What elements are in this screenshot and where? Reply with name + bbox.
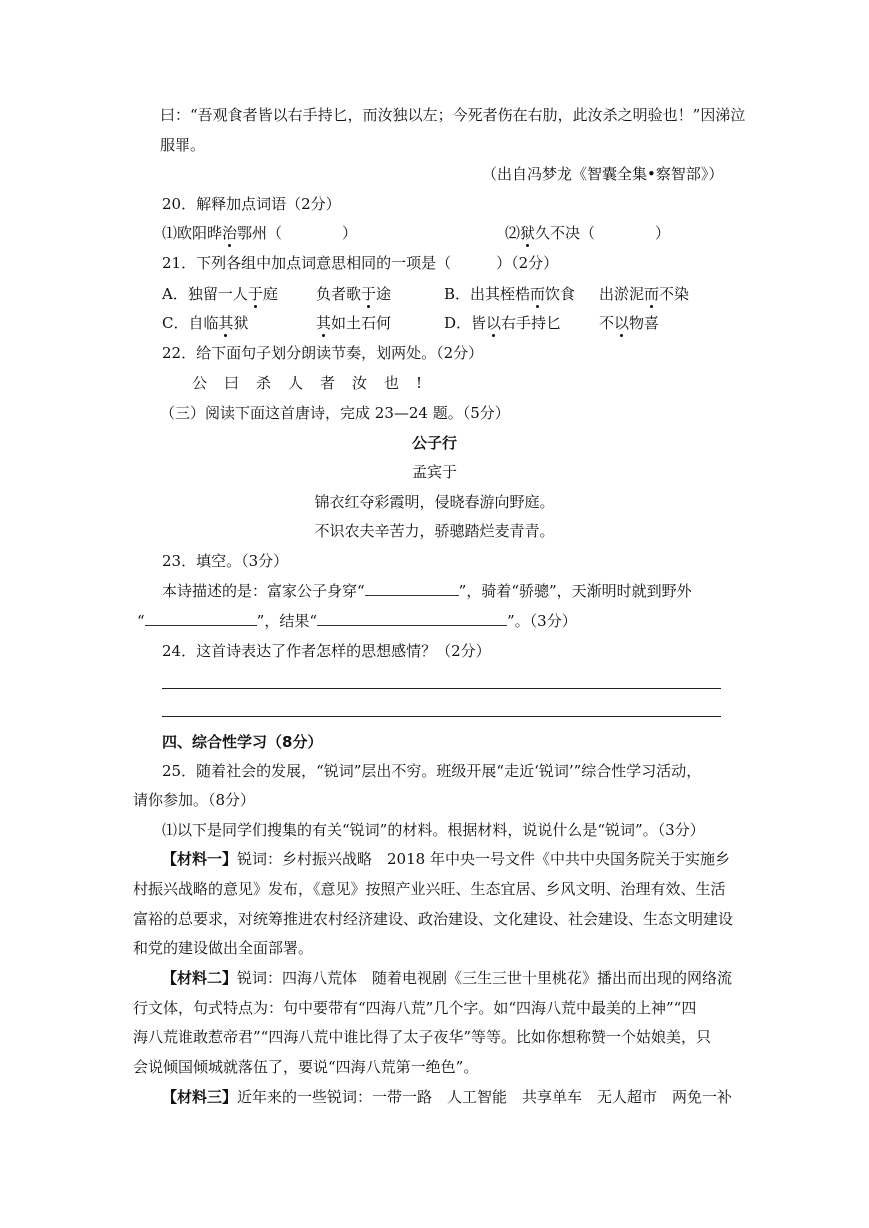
question-20-item-2 (505, 223, 670, 243)
question-23-stem: 23．填空。（3分） (162, 552, 289, 570)
poem-author: 孟宾于 (411, 463, 457, 481)
material-1-line: 和党的建设做出全面部署。 (133, 939, 314, 957)
question-20-stem: 20．解释加点词语（2分） (162, 195, 341, 213)
material-label: 【材料一】 (162, 850, 238, 868)
material-label: 【材料二】 (162, 969, 238, 987)
question-25-line: 请你参加。（8分） (133, 791, 256, 809)
option-text: A．独留一人 (162, 285, 248, 303)
option-text: 不染 (659, 285, 690, 303)
option-text: B．出其桎梏 (444, 285, 531, 303)
material-1-line (162, 849, 730, 869)
option-b-second (599, 284, 689, 304)
passage-line: 服罪。 (160, 136, 206, 154)
option-a-first (162, 284, 278, 304)
question-22-sentence: 公曰杀人者汝也! (192, 374, 440, 392)
dotted-word: 于 (361, 285, 377, 303)
dotted-word: 以 (614, 314, 630, 332)
dotted-word: 狱 (520, 224, 536, 242)
option-text: 狱 (233, 314, 249, 332)
dotted-word: 而 (530, 285, 546, 303)
passage-source: （出自冯梦龙《智囊全集•察智部》） (482, 165, 724, 183)
question-23-line-2 (137, 611, 577, 631)
material-1-line: 富裕的总要求，对统筹推进农村经济建设、政治建设、文化建设、社会建设、生态文明建设 (133, 910, 734, 928)
material-1-line: 村振兴战略的意见》发布，《意见》按照产业兴旺、生态宜居、乡风文明、治理有效、生活 (133, 880, 726, 898)
option-text: D．皆 (444, 314, 487, 332)
material-3-line (162, 1087, 732, 1107)
question-24-stem: 24．这首诗表达了作者怎样的思想感情？（2分） (162, 642, 491, 660)
material-2-line (162, 968, 732, 988)
poem-title: 公子行 (411, 434, 457, 452)
answer-blank[interactable] (145, 611, 257, 626)
material-text: 锐词：乡村振兴战略 2018 年中央一号文件《中共中央国务院关于实施乡 (237, 850, 730, 868)
section-4-heading: 四、综合性学习（8分） (162, 733, 323, 751)
option-d-first (444, 313, 561, 333)
option-d-second (599, 313, 659, 333)
fill-text: “ (137, 612, 145, 630)
question-21-stem: 21．下列各组中加点词意思相同的一项是（ ）（2分） (162, 254, 559, 272)
fill-text: ”，骑着“骄骢”，天渐明时就到野外 (458, 582, 692, 600)
question-22-stem: 22．给下面句子划分朗读节奏，划两处。（2分） (162, 344, 484, 362)
material-label: 【材料三】 (162, 1088, 238, 1106)
option-text: 出淤泥 (599, 285, 645, 303)
fill-text: ”。（3分） (507, 612, 577, 630)
option-c-first (162, 313, 249, 333)
question-23-line-1 (162, 581, 692, 601)
dotted-word: 于 (247, 285, 263, 303)
option-text: 负者歌 (316, 285, 362, 303)
material-2-line: 会说倾国倾城就落伍了，要说“四海八荒第一绝色”。 (133, 1058, 479, 1076)
option-text: 庭 (262, 285, 278, 303)
material-2-line: 行文体，句式特点为：句中要带有“四海八荒”几个字。如“四海八荒中最美的上神”“四 (133, 999, 697, 1017)
option-text: 物喜 (629, 314, 660, 332)
poem-line: 锦衣红夺彩霞明，侵晓春游向野庭。 (314, 493, 555, 511)
question-25-sub-1: ⑴以下是同学们搜集的有关“锐词”的材料。根据材料，说说什么是“锐词”。（3分） (162, 821, 705, 839)
dotted-word: 其 (316, 314, 332, 332)
option-text: 右手持匕 (501, 314, 562, 332)
item-text: ⑵ (505, 224, 521, 242)
item-text: 久不决（ ） (535, 224, 671, 242)
option-a-second (316, 284, 391, 304)
section-3-intro: （三）阅读下面这首唐诗，完成 23—24 题。（5分） (160, 404, 510, 422)
option-b-first (444, 284, 575, 304)
fill-text: ”，结果“ (256, 612, 318, 630)
option-c-second (316, 313, 391, 333)
option-text: 不 (599, 314, 615, 332)
item-text: 鄂州（ ） (237, 224, 358, 242)
material-2-line: 海八荒谁敢惹帝君”“四海八荒中谁比得了太子夜华”等等。比如你想称赞一个姑娘美，只 (133, 1028, 712, 1046)
poem-line: 不识农夫辛苦力，骄骢踏烂麦青青。 (314, 522, 555, 540)
material-text: 近年来的一些锐词：一带一路 人工智能 共享单车 无人超市 两免一补 (237, 1088, 733, 1106)
dotted-word: 治 (222, 224, 238, 242)
item-text: ⑴欧阳晔 (162, 224, 223, 242)
answer-blank[interactable] (365, 581, 459, 596)
dotted-word: 以 (486, 314, 502, 332)
option-text: 饮食 (545, 285, 576, 303)
option-text: 途 (376, 285, 392, 303)
option-text: 如土石何 (331, 314, 392, 332)
material-text: 锐词：四海八荒体 随着电视剧《三生三世十里桃花》播出而出现的网络流 (237, 969, 733, 987)
passage-line: 曰：“吾观食者皆以右手持匕，而汝独以左；今死者伤在右肋，此汝杀之明验也！”因涕泣 (160, 106, 746, 124)
answer-line[interactable] (162, 688, 721, 689)
question-25-line: 25．随着社会的发展，“锐词”层出不穷。班级开展“走近‘锐词’”综合性学习活动， (162, 762, 702, 780)
fill-text: 本诗描述的是：富家公子身穿“ (162, 582, 365, 600)
dotted-word: 其 (218, 314, 234, 332)
dotted-word: 而 (644, 285, 660, 303)
option-text: C．自临 (162, 314, 219, 332)
answer-line[interactable] (162, 716, 721, 717)
question-20-item-1 (162, 223, 357, 243)
answer-blank[interactable] (317, 611, 507, 626)
